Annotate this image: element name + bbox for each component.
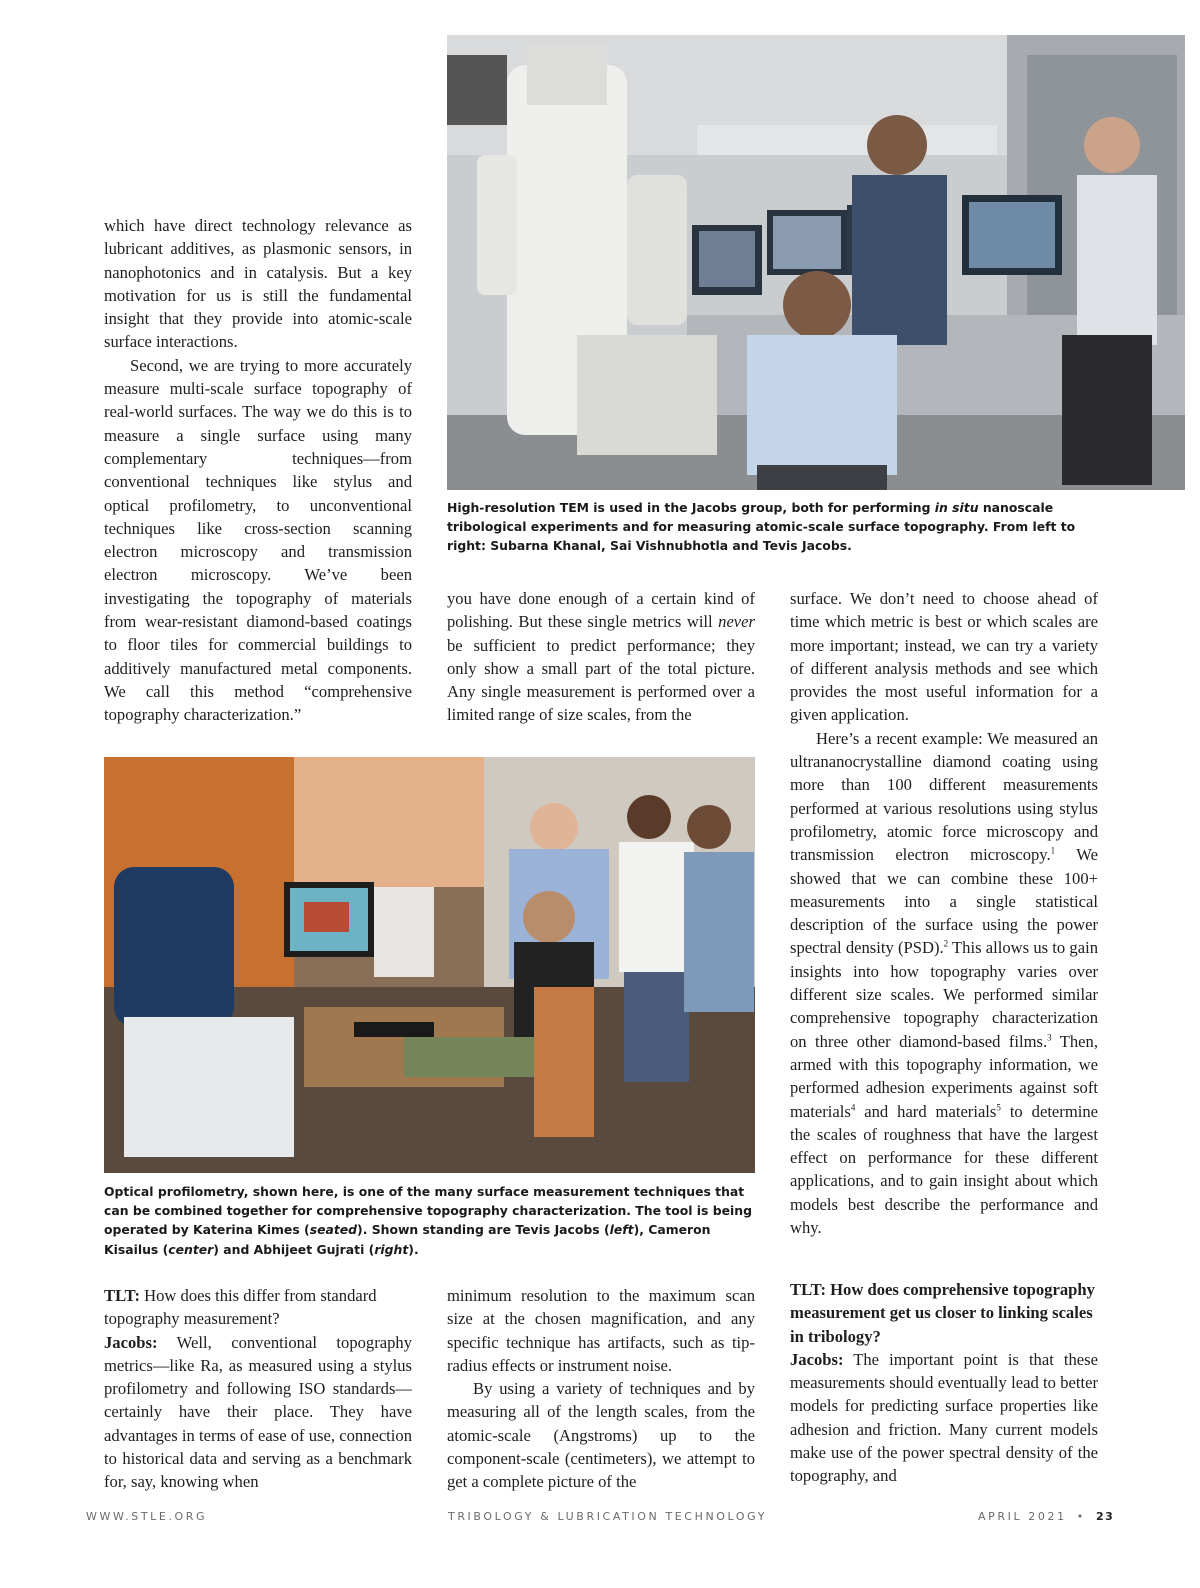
footer-website: WWW.STLE.ORG (86, 1510, 208, 1523)
tem-lab-photo (447, 35, 1185, 490)
paragraph: Second, we are trying to more accurately measure multi-scale surface topography of real-world surfaces. The way we do this is to measure a single surface using many complementary techniques—from conventional techniques like stylus and optical profilometry, to unconventional techniques like cross-section scanning electron microscopy and transmission electron microscopy. We’ve been investigating the topography of materials from wear-resistant diamond-based coatings to floor tiles for commercial buildings to additively manufactured metal components. We call this method “comprehensive topography characterization.” (104, 355, 412, 725)
interview-answer: Jacobs: Well, conventional topography metrics—like Ra, as measured using a stylus profilometry and following ISO standards—certainly have their place. They have advantages in terms of ease of use, connection to historical data and serving as a benchmark for, say, knowing when (104, 1332, 412, 1492)
profilometry-lab-photo (104, 757, 755, 1173)
profilometry-photo-caption: Optical profilometry, shown here, is one of the many surface measurement techniques that can be combined together for comprehensive topography characterization. The tool is being operated by Katerina Kimes (seated). Shown standing are Tevis Jacobs (left), Cameron Kisailus (center) and Abhijeet Gujrati (right). (104, 1184, 752, 1257)
column-1-upper (104, 214, 412, 727)
paragraph: surface. We don’t need to choose ahead of time which metric is best or which scales are more important; instead, we can try a variety of different analysis methods and see which provides the most useful information for a given application. (790, 589, 1098, 725)
tem-photo-caption: High-resolution TEM is used in the Jacobs group, both for performing in situ nanoscale tribological experiments and for measuring atomic-scale surface topography. From left to right: Subarna Khanal, Sai Vishnubhotla and Tevis Jacobs. (447, 500, 1076, 554)
interview-question: TLT: How does this differ from standard topography measurement? (104, 1286, 377, 1329)
paragraph: By using a variety of techniques and by measuring all of the length scales, from the atomic-scale (Angstroms) up to the component-scale (centimeters), we attempt to get a complete picture of the (447, 1379, 755, 1492)
footer-separator: • (1076, 1510, 1086, 1523)
column-3 (790, 587, 1098, 1239)
paragraph: which have direct technology relevance as lubricant additives, as plasmonic sensors, in nanophotonics and in catalysis. But a key motivation for us is still the fundamental insight that they provide into atomic-scale surface interactions. (104, 216, 412, 352)
column-2-upper (447, 587, 755, 727)
profilometry-lab-illustration (104, 757, 755, 1173)
tem-lab-illustration (447, 35, 1185, 490)
footer-publication: TRIBOLOGY & LUBRICATION TECHNOLOGY (448, 1510, 768, 1523)
column-1-lower (104, 1284, 412, 1494)
paragraph: you have done enough of a certain kind of polishing. But these single metrics will never be sufficient to predict performance; they only show a small part of the total picture. Any single measurement is performed over a limited range of size scales, from the (447, 589, 755, 725)
footer-date-page (978, 1510, 1114, 1523)
interview-question: TLT: How does comprehensive topography measurement get us closer to linking scales in tribology? (790, 1280, 1095, 1346)
interview-answer: Jacobs: The important point is that these measurements should eventually lead to better models for predicting surface properties like adhesion and friction. Many current models make use of the power spectral density of the topography, and (790, 1349, 1098, 1486)
page-number: 23 (1095, 1510, 1115, 1523)
paragraph: Here’s a recent example: We measured an ultrananocrystalline diamond coating using more than 100 different measurements performed at various resolutions using stylus profilometry, atomic force microscopy and transmission electron microscopy.$^1$ We showed that we can combine these 100+ measurements into a single statistical description of the surface using the power spectral density (PSD).$^2$ This allows us to gain insights into how topography varies over different size scales. We performed similar comprehensive topography characterization on three other diamond-based films.$^3$ Then, armed with this topography information, we performed adhesion experiments against soft materials$^4$ and hard materials$^5$ to determine the scales of roughness that have the largest effect on performance for these different applications, and to gain insight about which models best describe the performance and why. (790, 728, 1099, 1238)
footer-date: APRIL 2021 (978, 1510, 1067, 1523)
column-2-lower (447, 1284, 755, 1494)
column-3-lower (790, 1278, 1098, 1488)
paragraph: minimum resolution to the maximum scan size at the chosen magnification, and any specific technique has artifacts, such as tip-radius effects or instrument noise. (447, 1286, 755, 1375)
